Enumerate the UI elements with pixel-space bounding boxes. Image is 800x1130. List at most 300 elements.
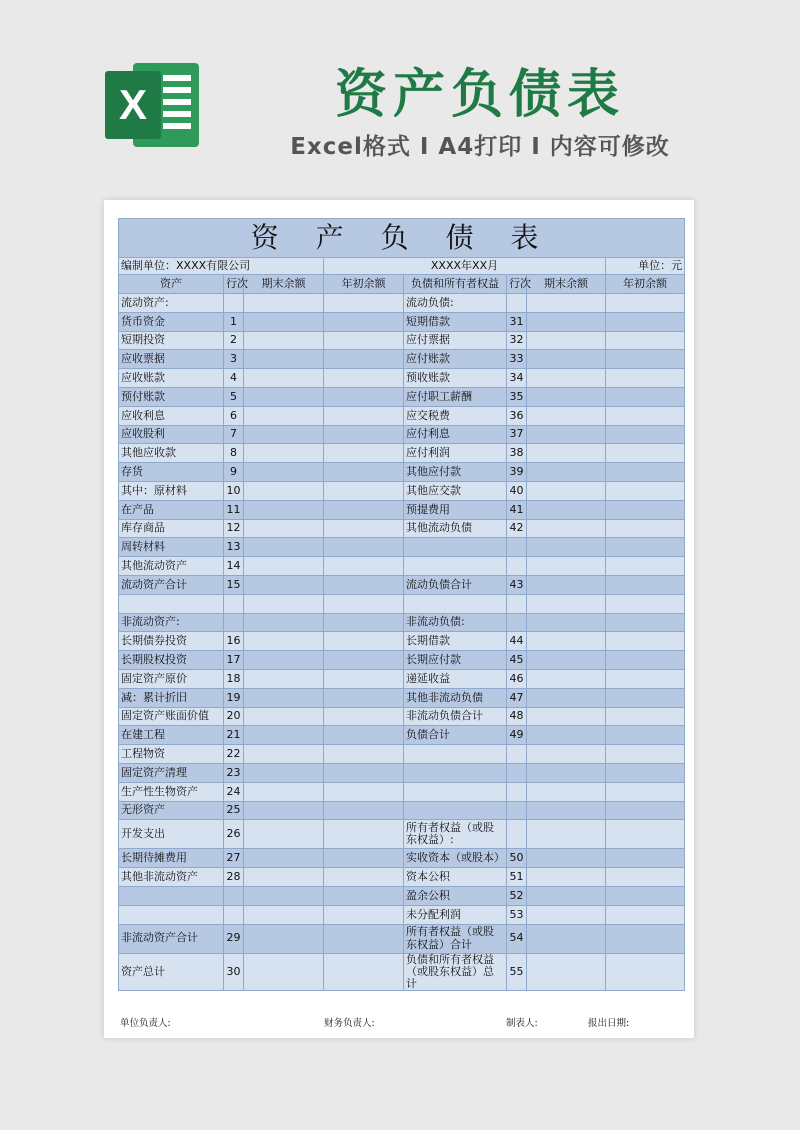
asset-name: 开发支出 [119,820,224,849]
asset-end-balance[interactable] [244,575,324,594]
col-header: 行次 [507,275,527,294]
asset-line-no: 10 [224,481,244,500]
liability-name: 应付账款 [404,350,507,369]
asset-begin-balance[interactable] [324,886,404,905]
liability-end-balance[interactable] [527,763,606,782]
liability-line-no: 44 [507,632,527,651]
asset-line-no: 1 [224,312,244,331]
asset-line-no: 11 [224,500,244,519]
asset-line-no: 30 [224,953,244,990]
asset-line-no: 13 [224,538,244,557]
table-row [119,557,685,576]
liability-end-balance[interactable] [527,849,606,868]
liability-begin-balance[interactable] [606,651,685,670]
liability-begin-balance[interactable] [606,369,685,388]
liability-line-no: 37 [507,425,527,444]
asset-name: 非流动资产: [119,613,224,632]
liability-end-balance[interactable] [527,500,606,519]
asset-line-no [224,594,244,613]
liability-begin-balance[interactable] [606,444,685,463]
liability-name: 应交税费 [404,406,507,425]
liability-name: 递延收益 [404,669,507,688]
asset-end-balance[interactable] [244,331,324,350]
asset-begin-balance[interactable] [324,820,404,849]
asset-name [119,886,224,905]
asset-line-no: 15 [224,575,244,594]
table-row [119,387,685,406]
liability-name [404,594,507,613]
finance-head-label: 财务负责人: [324,1018,375,1029]
balance-sheet-table [118,218,685,991]
col-header: 期末余额 [244,275,324,294]
liability-end-balance[interactable] [527,444,606,463]
liability-end-balance[interactable] [527,519,606,538]
liability-line-no: 53 [507,905,527,924]
liability-end-balance[interactable] [527,707,606,726]
liability-name: 长期借款 [404,632,507,651]
liability-name: 资本公积 [404,868,507,887]
liability-end-balance[interactable] [527,953,606,990]
asset-line-no: 9 [224,463,244,482]
table-row [119,849,685,868]
asset-name: 货币资金 [119,312,224,331]
balance-sheet-page [104,200,694,1038]
asset-line-no: 26 [224,820,244,849]
liability-end-balance[interactable] [527,387,606,406]
sheet-title: 资 产 负 债 表 [119,219,685,258]
asset-begin-balance[interactable] [324,651,404,670]
asset-line-no: 24 [224,782,244,801]
asset-end-balance[interactable] [244,594,324,613]
table-row [119,444,685,463]
liability-end-balance[interactable] [527,886,606,905]
asset-begin-balance[interactable] [324,632,404,651]
table-row [119,350,685,369]
liability-begin-balance[interactable] [606,519,685,538]
liability-line-no: 35 [507,387,527,406]
asset-end-balance[interactable] [244,613,324,632]
asset-end-balance[interactable] [244,745,324,764]
liability-begin-balance[interactable] [606,557,685,576]
liability-name: 流动负债合计 [404,575,507,594]
liability-line-no: 48 [507,707,527,726]
liability-line-no: 33 [507,350,527,369]
liability-name: 非流动负债: [404,613,507,632]
liability-line-no: 46 [507,669,527,688]
asset-begin-balance[interactable] [324,519,404,538]
liability-end-balance[interactable] [527,726,606,745]
liability-name [404,782,507,801]
asset-begin-balance[interactable] [324,463,404,482]
liability-line-no: 32 [507,331,527,350]
liability-end-balance[interactable] [527,481,606,500]
liability-line-no [507,294,527,313]
liability-name: 未分配利润 [404,905,507,924]
asset-begin-balance[interactable] [324,575,404,594]
asset-end-balance[interactable] [244,444,324,463]
asset-end-balance[interactable] [244,801,324,820]
liability-begin-balance[interactable] [606,820,685,849]
asset-name: 在建工程 [119,726,224,745]
asset-end-balance[interactable] [244,387,324,406]
liability-begin-balance[interactable] [606,745,685,764]
asset-end-balance[interactable] [244,868,324,887]
table-row [119,632,685,651]
liability-begin-balance[interactable] [606,924,685,953]
liability-begin-balance[interactable] [606,726,685,745]
liability-end-balance[interactable] [527,294,606,313]
asset-end-balance[interactable] [244,669,324,688]
liability-begin-balance[interactable] [606,350,685,369]
asset-begin-balance[interactable] [324,538,404,557]
asset-line-no: 27 [224,849,244,868]
table-row [119,688,685,707]
liability-name: 非流动负债合计 [404,707,507,726]
asset-line-no: 19 [224,688,244,707]
liability-name: 应付票据 [404,331,507,350]
asset-end-balance[interactable] [244,886,324,905]
liability-end-balance[interactable] [527,820,606,849]
liability-line-no: 49 [507,726,527,745]
liability-name: 应付利息 [404,425,507,444]
asset-name: 长期债券投资 [119,632,224,651]
table-row [119,369,685,388]
asset-name: 周转材料 [119,538,224,557]
liability-end-balance[interactable] [527,782,606,801]
liability-line-no [507,782,527,801]
liability-name: 短期借款 [404,312,507,331]
asset-begin-balance[interactable] [324,707,404,726]
liability-begin-balance[interactable] [606,406,685,425]
asset-end-balance[interactable] [244,632,324,651]
asset-begin-balance[interactable] [324,444,404,463]
liability-end-balance[interactable] [527,651,606,670]
table-row [119,519,685,538]
table-row [119,594,685,613]
asset-line-no: 8 [224,444,244,463]
liability-begin-balance[interactable] [606,481,685,500]
table-row [119,868,685,887]
asset-begin-balance[interactable] [324,669,404,688]
liability-line-no: 50 [507,849,527,868]
asset-line-no [224,613,244,632]
liability-end-balance[interactable] [527,406,606,425]
preparer-label: 制表人: [506,1018,538,1029]
date-label: XXXX年XX月 [324,258,606,275]
unit-label: 编制单位：XXXX有限公司 [119,258,324,275]
liability-line-no: 42 [507,519,527,538]
report-date-label: 报出日期: [588,1018,630,1029]
liability-begin-balance[interactable] [606,688,685,707]
liability-begin-balance[interactable] [606,763,685,782]
asset-end-balance[interactable] [244,481,324,500]
liability-begin-balance[interactable] [606,953,685,990]
asset-begin-balance[interactable] [324,688,404,707]
asset-line-no [224,905,244,924]
sheet-info-row [119,258,685,275]
asset-end-balance[interactable] [244,538,324,557]
liability-end-balance[interactable] [527,688,606,707]
asset-end-balance[interactable] [244,763,324,782]
asset-name: 应收利息 [119,406,224,425]
asset-end-balance[interactable] [244,406,324,425]
liability-begin-balance[interactable] [606,312,685,331]
table-row [119,801,685,820]
currency-label: 单位：元 [606,258,685,275]
col-header: 期末余额 [527,275,606,294]
liability-name: 所有者权益（或股东权益）合计 [404,924,507,953]
liability-begin-balance[interactable] [606,331,685,350]
asset-end-balance[interactable] [244,953,324,990]
liability-name: 负债和所有者权益（或股东权益）总计 [404,953,507,990]
liability-line-no: 34 [507,369,527,388]
page-subtitle: Excel格式 I A4打印 I 内容可修改 [290,134,670,160]
liability-name: 应付利润 [404,444,507,463]
liability-line-no [507,557,527,576]
asset-end-balance[interactable] [244,557,324,576]
asset-end-balance[interactable] [244,820,324,849]
asset-line-no [224,886,244,905]
table-row [119,707,685,726]
asset-end-balance[interactable] [244,294,324,313]
liability-line-no: 41 [507,500,527,519]
table-row [119,294,685,313]
liability-name: 长期应付款 [404,651,507,670]
liability-end-balance[interactable] [527,425,606,444]
liability-end-balance[interactable] [527,801,606,820]
asset-end-balance[interactable] [244,369,324,388]
asset-begin-balance[interactable] [324,849,404,868]
liability-line-no [507,613,527,632]
asset-line-no: 23 [224,763,244,782]
liability-name: 其他非流动负债 [404,688,507,707]
table-row [119,575,685,594]
liability-begin-balance[interactable] [606,463,685,482]
liability-begin-balance[interactable] [606,669,685,688]
asset-begin-balance[interactable] [324,613,404,632]
asset-begin-balance[interactable] [324,726,404,745]
asset-begin-balance[interactable] [324,481,404,500]
page-header [0,0,800,190]
liability-line-no: 52 [507,886,527,905]
asset-line-no: 18 [224,669,244,688]
liability-begin-balance[interactable] [606,500,685,519]
asset-begin-balance[interactable] [324,331,404,350]
table-row [119,905,685,924]
asset-name: 其他应收款 [119,444,224,463]
asset-begin-balance[interactable] [324,763,404,782]
asset-end-balance[interactable] [244,707,324,726]
sheet-title-row [119,219,685,258]
liability-begin-balance[interactable] [606,886,685,905]
liability-begin-balance[interactable] [606,801,685,820]
liability-name [404,801,507,820]
liability-name: 盈余公积 [404,886,507,905]
asset-name: 减：累计折旧 [119,688,224,707]
liability-line-no [507,801,527,820]
asset-name: 长期待摊费用 [119,849,224,868]
liability-end-balance[interactable] [527,745,606,764]
liability-line-no [507,538,527,557]
liability-end-balance[interactable] [527,312,606,331]
liability-end-balance[interactable] [527,594,606,613]
liability-begin-balance[interactable] [606,613,685,632]
table-row [119,886,685,905]
asset-begin-balance[interactable] [324,406,404,425]
liability-line-no: 51 [507,868,527,887]
asset-name: 其他流动资产 [119,557,224,576]
liability-line-no: 38 [507,444,527,463]
asset-end-balance[interactable] [244,688,324,707]
asset-begin-balance[interactable] [324,312,404,331]
liability-end-balance[interactable] [527,868,606,887]
asset-end-balance[interactable] [244,924,324,953]
asset-line-no: 2 [224,331,244,350]
asset-begin-balance[interactable] [324,868,404,887]
asset-line-no: 28 [224,868,244,887]
asset-name: 库存商品 [119,519,224,538]
liability-name: 其他应付款 [404,463,507,482]
asset-line-no: 5 [224,387,244,406]
liability-begin-balance[interactable] [606,905,685,924]
col-header: 年初余额 [324,275,404,294]
liability-line-no: 47 [507,688,527,707]
asset-line-no: 12 [224,519,244,538]
liability-begin-balance[interactable] [606,425,685,444]
liability-end-balance[interactable] [527,538,606,557]
liability-end-balance[interactable] [527,924,606,953]
asset-begin-balance[interactable] [324,350,404,369]
liability-end-balance[interactable] [527,557,606,576]
liability-end-balance[interactable] [527,463,606,482]
asset-end-balance[interactable] [244,463,324,482]
asset-line-no: 22 [224,745,244,764]
asset-name: 预付账款 [119,387,224,406]
asset-begin-balance[interactable] [324,594,404,613]
col-header: 负债和所有者权益 [404,275,507,294]
asset-line-no: 4 [224,369,244,388]
liability-line-no: 54 [507,924,527,953]
asset-line-no [224,294,244,313]
liability-end-balance[interactable] [527,575,606,594]
liability-name: 所有者权益（或股东权益）: [404,820,507,849]
liability-name [404,745,507,764]
asset-line-no: 6 [224,406,244,425]
liability-line-no [507,763,527,782]
table-row [119,782,685,801]
asset-line-no: 14 [224,557,244,576]
asset-name: 长期股权投资 [119,651,224,670]
asset-end-balance[interactable] [244,849,324,868]
asset-begin-balance[interactable] [324,500,404,519]
liability-begin-balance[interactable] [606,594,685,613]
table-row [119,481,685,500]
asset-end-balance[interactable] [244,782,324,801]
liability-end-balance[interactable] [527,331,606,350]
asset-begin-balance[interactable] [324,294,404,313]
logo-letter: X [118,81,148,128]
liability-name: 预收账款 [404,369,507,388]
asset-end-balance[interactable] [244,500,324,519]
liability-end-balance[interactable] [527,350,606,369]
liability-end-balance[interactable] [527,613,606,632]
liability-line-no [507,745,527,764]
asset-end-balance[interactable] [244,350,324,369]
asset-end-balance[interactable] [244,312,324,331]
liability-begin-balance[interactable] [606,849,685,868]
asset-name: 固定资产原价 [119,669,224,688]
asset-name [119,594,224,613]
asset-end-balance[interactable] [244,425,324,444]
liability-begin-balance[interactable] [606,782,685,801]
asset-name: 应收股利 [119,425,224,444]
asset-begin-balance[interactable] [324,801,404,820]
table-row [119,763,685,782]
liability-name: 负债合计 [404,726,507,745]
table-row [119,463,685,482]
asset-begin-balance[interactable] [324,953,404,990]
liability-name: 实收资本（或股本） [404,849,507,868]
asset-name: 固定资产清理 [119,763,224,782]
liability-begin-balance[interactable] [606,294,685,313]
liability-end-balance[interactable] [527,905,606,924]
liability-end-balance[interactable] [527,369,606,388]
asset-end-balance[interactable] [244,519,324,538]
asset-line-no: 20 [224,707,244,726]
asset-name: 在产品 [119,500,224,519]
liability-begin-balance[interactable] [606,707,685,726]
liability-begin-balance[interactable] [606,868,685,887]
liability-line-no: 40 [507,481,527,500]
asset-name: 资产总计 [119,953,224,990]
asset-end-balance[interactable] [244,651,324,670]
asset-end-balance[interactable] [244,726,324,745]
asset-begin-balance[interactable] [324,387,404,406]
liability-name [404,538,507,557]
liability-begin-balance[interactable] [606,632,685,651]
asset-begin-balance[interactable] [324,745,404,764]
liability-name: 其他应交款 [404,481,507,500]
table-row [119,745,685,764]
asset-name: 其中：原材料 [119,481,224,500]
asset-line-no: 17 [224,651,244,670]
asset-begin-balance[interactable] [324,924,404,953]
liability-end-balance[interactable] [527,632,606,651]
liability-end-balance[interactable] [527,669,606,688]
asset-begin-balance[interactable] [324,369,404,388]
col-header: 年初余额 [606,275,685,294]
asset-name: 无形资产 [119,801,224,820]
asset-begin-balance[interactable] [324,782,404,801]
asset-line-no: 21 [224,726,244,745]
asset-name [119,905,224,924]
asset-begin-balance[interactable] [324,905,404,924]
asset-end-balance[interactable] [244,905,324,924]
table-row [119,425,685,444]
liability-begin-balance[interactable] [606,538,685,557]
table-row [119,820,685,849]
asset-name: 生产性生物资产 [119,782,224,801]
asset-name: 存货 [119,463,224,482]
table-row [119,538,685,557]
asset-begin-balance[interactable] [324,557,404,576]
liability-line-no: 55 [507,953,527,990]
asset-name: 工程物资 [119,745,224,764]
liability-begin-balance[interactable] [606,575,685,594]
liability-begin-balance[interactable] [606,387,685,406]
asset-begin-balance[interactable] [324,425,404,444]
table-row [119,312,685,331]
